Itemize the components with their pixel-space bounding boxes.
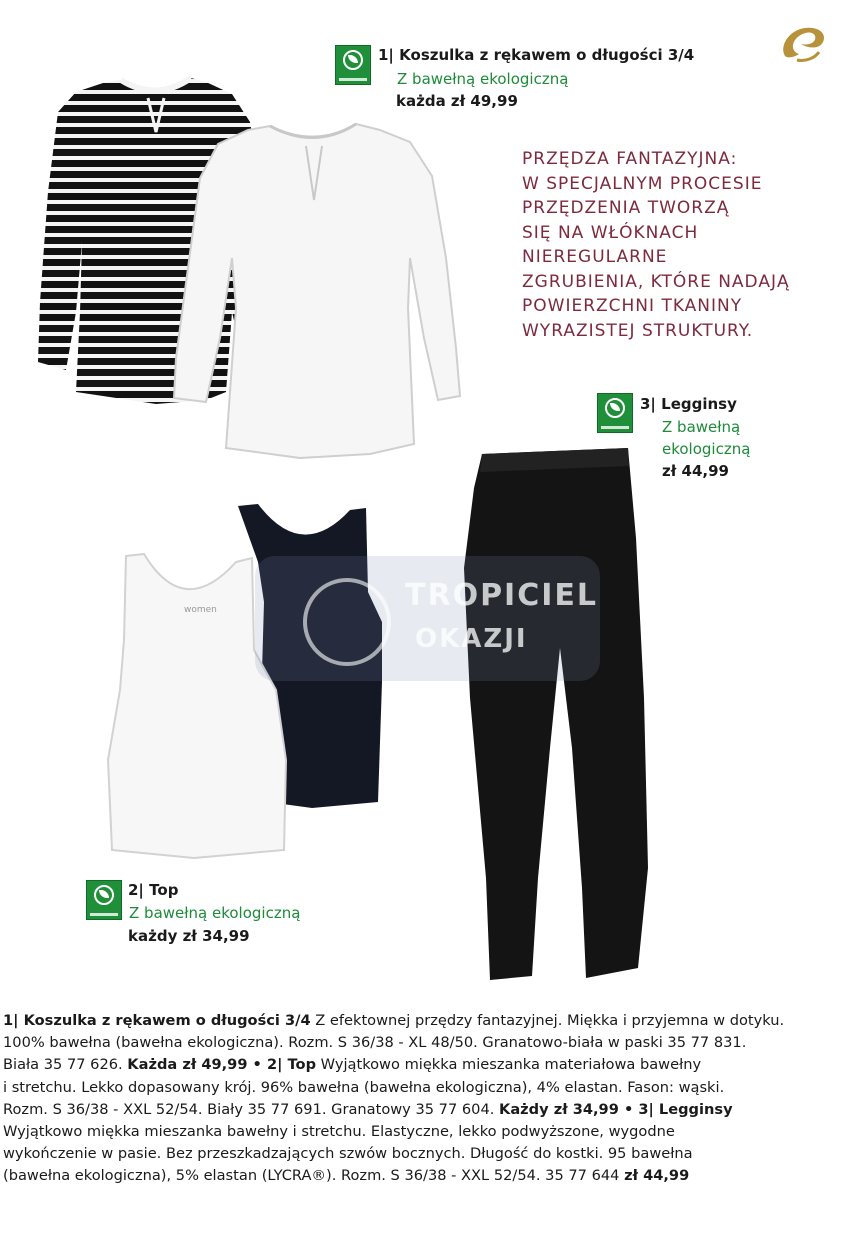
product-3-title	[640, 395, 737, 413]
fancy-yarn-line: WYRAZISTEJ STRUKTURY.	[522, 320, 754, 341]
leggings-image	[460, 448, 655, 983]
fancy-yarn-line: PRZĘDZENIA TWORZĄ	[522, 198, 730, 218]
fancy-yarn-line: PRZĘDZA FANTAZYJNA:	[522, 149, 738, 169]
description-line	[3, 1165, 838, 1187]
product-2-price: każdy zł 34,99	[128, 927, 250, 945]
description-line	[3, 1054, 838, 1076]
fancy-yarn-line: W SPECJALNYM PROCESIE	[522, 173, 763, 194]
product-2-number: 2|	[128, 881, 144, 899]
description-text: Biała 35 77 626.	[3, 1056, 128, 1074]
description-text: Rozm. S 36/38 - XXL 52/54. Biały 35 77 691. Granatowy 35 77 604.	[3, 1100, 500, 1118]
product-3-eco-label-line: ekologiczną	[662, 440, 751, 458]
fancy-yarn-line: ZGRUBIENIA, KTÓRE NADAJĄ	[522, 271, 790, 292]
product-3-eco-label-line: Z bawełną	[662, 418, 741, 436]
description-line	[3, 1010, 838, 1032]
description-text: (bawełna ekologiczna), 5% elastan (LYCRA®). Rozm. S 36/38 - XXL 52/54. 35 77 644	[3, 1167, 625, 1185]
product-1-number: 1|	[378, 46, 394, 64]
product-2-title	[128, 881, 178, 899]
product-1-title	[378, 46, 694, 64]
product-3-price: zł 44,99	[662, 462, 729, 480]
description-line: Wyjątkowo miękka mieszanka bawełny i stretchu. Elastyczne, lekko podwyższone, wygodne	[3, 1123, 675, 1141]
eco-cotton-icon	[597, 393, 633, 433]
description-bold: Każdy zł 34,99 • 3| Legginsy	[499, 1100, 733, 1118]
product-2-name: Top	[149, 881, 179, 899]
fancy-yarn-line: NIEREGULARNE	[522, 247, 668, 267]
description-bold: 1| Koszulka z rękawem o długości 3/4	[3, 1012, 311, 1029]
product-3-number: 3|	[640, 395, 656, 413]
white-shirt-image	[170, 118, 462, 463]
description-text: Z efektownej przędzy fantazyjnej. Miękka i przyjemna w dotyku.	[310, 1012, 785, 1029]
fancy-yarn-line: POWIERZCHNI TKANINY	[522, 296, 743, 316]
watermark-badge-icon	[303, 578, 391, 666]
product-description	[3, 1010, 838, 1188]
product-3-name: Legginsy	[661, 395, 737, 413]
description-text: Wyjątkowo miękka mieszanka materiałowa bawełny	[316, 1056, 702, 1074]
description-line: 100% bawełna (bawełna ekologiczna). Rozm. S 36/38 - XL 48/50. Granatowo-biała w paski 35 77 831.	[3, 1034, 747, 1052]
brand-logo	[775, 20, 831, 68]
watermark-line-1: TROPICIEL	[405, 578, 599, 613]
product-1-eco-label: Z bawełną ekologiczną	[397, 70, 569, 88]
product-1-name: Koszulka z rękawem o długości 3/4	[399, 46, 695, 64]
product-1-price: każda zł 49,99	[396, 92, 518, 110]
product-2-eco-label: Z bawełną ekologiczną	[129, 904, 301, 922]
description-bold: Każda zł 49,99 • 2| Top	[127, 1056, 317, 1074]
watermark	[255, 556, 600, 681]
watermark-line-2: OKAZJI	[415, 624, 528, 654]
tank-brand-label: women	[184, 605, 217, 615]
description-line	[3, 1099, 838, 1121]
fancy-yarn-line: SIĘ NA WŁÓKNACH	[522, 222, 699, 243]
description-line: i stretchu. Lekko dopasowany krój. 96% bawełna (bawełna ekologiczna), 4% elastan. Fason: wąski.	[3, 1078, 725, 1096]
eco-cotton-icon	[86, 880, 122, 920]
fancy-yarn-note	[522, 147, 822, 343]
eco-cotton-icon	[335, 45, 371, 85]
description-bold: zł 44,99	[624, 1167, 690, 1185]
description-line: wykończenie w pasie. Bez przeszkadzających szwów bocznych. Długość do kostki. 95 bawełna	[3, 1145, 693, 1163]
